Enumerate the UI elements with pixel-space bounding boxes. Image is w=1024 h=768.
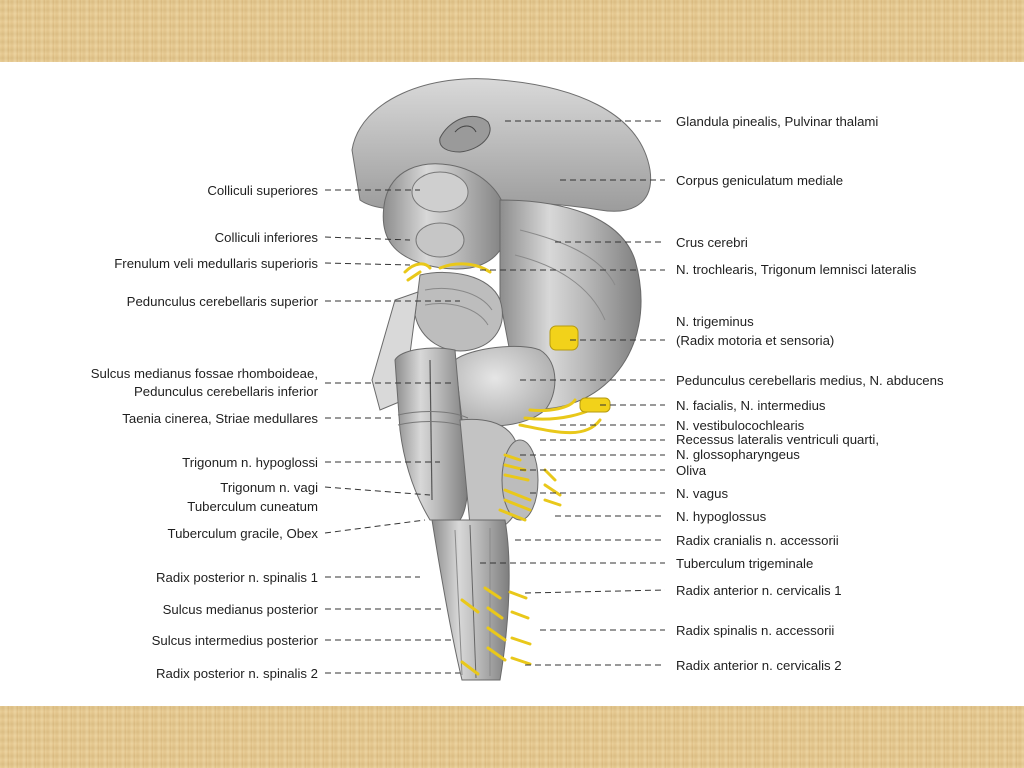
label-taenia-cinerea: Taenia cinerea, Striae medullares (122, 411, 318, 426)
label-trigonum-vagi: Trigonum n. vagi (220, 480, 318, 495)
label-oliva: Oliva (676, 463, 707, 478)
label-sulcus-medianus-fossae: Sulcus medianus fossae rhomboideae, (90, 366, 318, 381)
label-radix-anterior-1: Radix anterior n. cervicalis 1 (676, 583, 842, 598)
label-n-trigeminus: N. trigeminus (676, 314, 754, 329)
label-radix-spinalis-accessorii: Radix spinalis n. accessorii (676, 623, 835, 638)
label-colliculi-inferiores: Colliculi inferiores (214, 230, 318, 245)
label-corpus-geniculatum: Corpus geniculatum mediale (676, 173, 844, 188)
label-radix-posterior-2: Radix posterior n. spinalis 2 (156, 666, 318, 681)
label-n-vagus: N. vagus (676, 486, 729, 501)
label-crus-cerebri: Crus cerebri (676, 235, 748, 250)
label-sulcus-medianus-posterior: Sulcus medianus posterior (162, 602, 318, 617)
label-radix-anterior-2: Radix anterior n. cervicalis 2 (676, 658, 842, 673)
label-n-glossopharyngeus: N. glossopharyngeus (676, 447, 800, 462)
label-pedunculus-cerebellaris-inferior: Pedunculus cerebellaris inferior (134, 384, 318, 399)
label-glandula-pinealis: Glandula pinealis, Pulvinar thalami (676, 114, 879, 129)
label-frenulum-veli: Frenulum veli medullaris superioris (114, 256, 318, 271)
label-n-vestibulocochlearis: N. vestibulocochlearis (676, 418, 805, 433)
trigeminal-nerve-root (550, 326, 578, 350)
label-radix-cranialis: Radix cranialis n. accessorii (676, 533, 839, 548)
label-colliculi-superiores: Colliculi superiores (207, 183, 318, 198)
label-n-hypoglossus: N. hypoglossus (676, 509, 767, 524)
decorative-frame-top (0, 0, 1024, 62)
label-sulcus-intermedius-posterior: Sulcus intermedius posterior (151, 633, 318, 648)
label-pedunculus-cerebellaris-superior: Pedunculus cerebellaris superior (126, 294, 318, 309)
label-trigonum-hypoglossi: Trigonum n. hypoglossi (182, 455, 318, 470)
label-recessus-lateralis: Recessus lateralis ventriculi quarti, (676, 432, 880, 447)
label-radix-motoria: (Radix motoria et sensoria) (676, 333, 835, 348)
label-pedunculus-cerebellaris-medius: Pedunculus cerebellaris medius, N. abducens (676, 373, 944, 388)
label-n-facialis: N. facialis, N. intermedius (676, 398, 826, 413)
label-tuberculum-cuneatum: Tuberculum cuneatum (187, 499, 318, 514)
label-n-trochlearis: N. trochlearis, Trigonum lemnisci lateralis (676, 262, 917, 277)
figure-sheet (0, 62, 1024, 706)
superior-cerebellar-peduncle (415, 272, 502, 351)
cut-peduncle-right (455, 346, 555, 426)
decorative-frame-bottom (0, 706, 1024, 768)
label-radix-posterior-1: Radix posterior n. spinalis 1 (156, 570, 318, 585)
label-tuberculum-trigeminale: Tuberculum trigeminale (676, 556, 814, 571)
label-tuberculum-gracile: Tuberculum gracile, Obex (167, 526, 318, 541)
